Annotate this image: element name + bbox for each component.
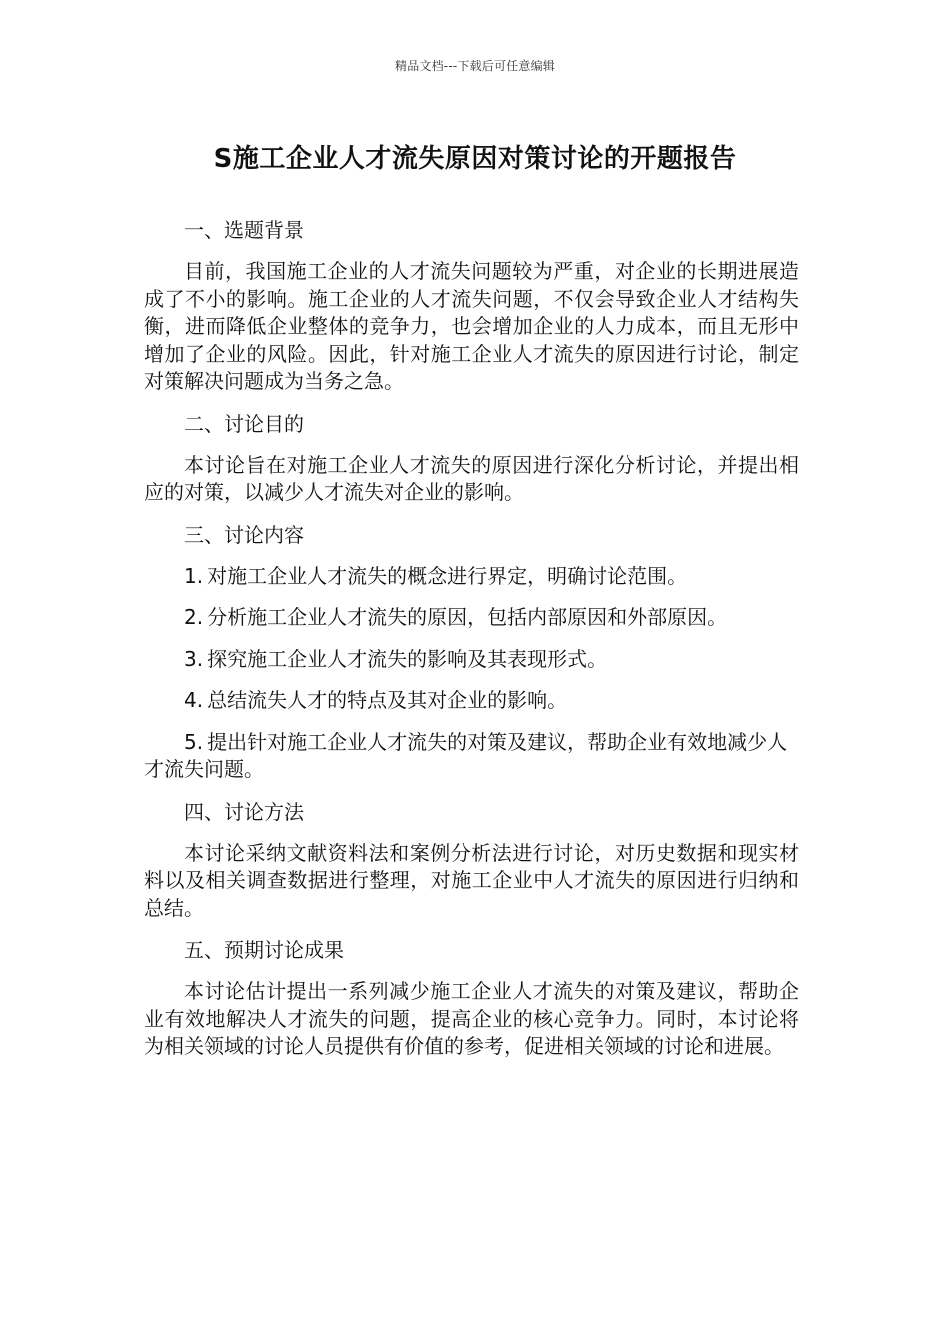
paragraph-purpose: 本讨论旨在对施工企业人才流失的原因进行深化分析讨论，并提出相应的对策，以减少人才流失对企业的影响。 xyxy=(144,452,799,504)
list-item-text: 总结流失人才的特点及其对企业的影响。 xyxy=(207,688,568,712)
section-heading-background: 一、选题背景 xyxy=(184,218,304,242)
list-item-number: 1. xyxy=(184,563,204,588)
list-item xyxy=(144,687,799,715)
list-item-number: 4. xyxy=(184,688,204,712)
section-heading-method: 四、讨论方法 xyxy=(184,799,304,824)
list-item xyxy=(144,729,799,784)
list-item-number: 5. xyxy=(184,729,204,754)
header-note: 精品文档---下载后可任意编辑 xyxy=(395,59,555,73)
document-title: S施工企业人才流失原因对策讨论的开题报告 xyxy=(213,144,737,174)
section-heading-purpose: 二、讨论目的 xyxy=(184,411,304,436)
list-item-text: 探究施工企业人才流失的影响及其表现形式。 xyxy=(207,646,608,671)
list-item xyxy=(144,604,799,632)
section-heading-content: 三、讨论内容 xyxy=(184,522,304,547)
list-item-number: 2. xyxy=(184,605,204,629)
paragraph-background: 目前，我国施工企业的人才流失问题较为严重，对企业的长期进展造成了不小的影响。施工企业的人才流失问题，不仅会导致企业人才结构失衡，进而降低企业整体的竞争力，也会增加企业的人力成本，而且无形中增加了企业的风险。因此，针对施工企业人才流失的原因进行讨论，制定对策解决问题成为当务之急。 xyxy=(144,259,799,393)
list-item xyxy=(144,646,799,674)
paragraph-method: 本讨论采纳文献资料法和案例分析法进行讨论，对历史数据和现实材料以及相关调查数据进行整理，对施工企业中人才流失的原因进行归纳和总结。 xyxy=(144,840,799,920)
list-item-number: 3. xyxy=(184,646,204,671)
document-body xyxy=(144,216,799,1075)
list-item-text: 提出针对施工企业人才流失的对策及建议，帮助企业有效地减少人才流失问题。 xyxy=(144,729,788,781)
list-item xyxy=(144,563,799,591)
list-item-text: 对施工企业人才流失的概念进行界定，明确讨论范围。 xyxy=(207,563,688,588)
section-heading-expected-results: 五、预期讨论成果 xyxy=(184,938,344,962)
list-item-text: 分析施工企业人才流失的原因，包括内部原因和外部原因。 xyxy=(207,605,728,629)
paragraph-expected-results: 本讨论估计提出一系列减少施工企业人才流失的对策及建议，帮助企业有效地解决人才流失的问题，提高企业的核心竞争力。同时，本讨论将为相关领域的讨论人员提供有价值的参考，促进相关领域的讨论和进展。 xyxy=(144,979,799,1058)
